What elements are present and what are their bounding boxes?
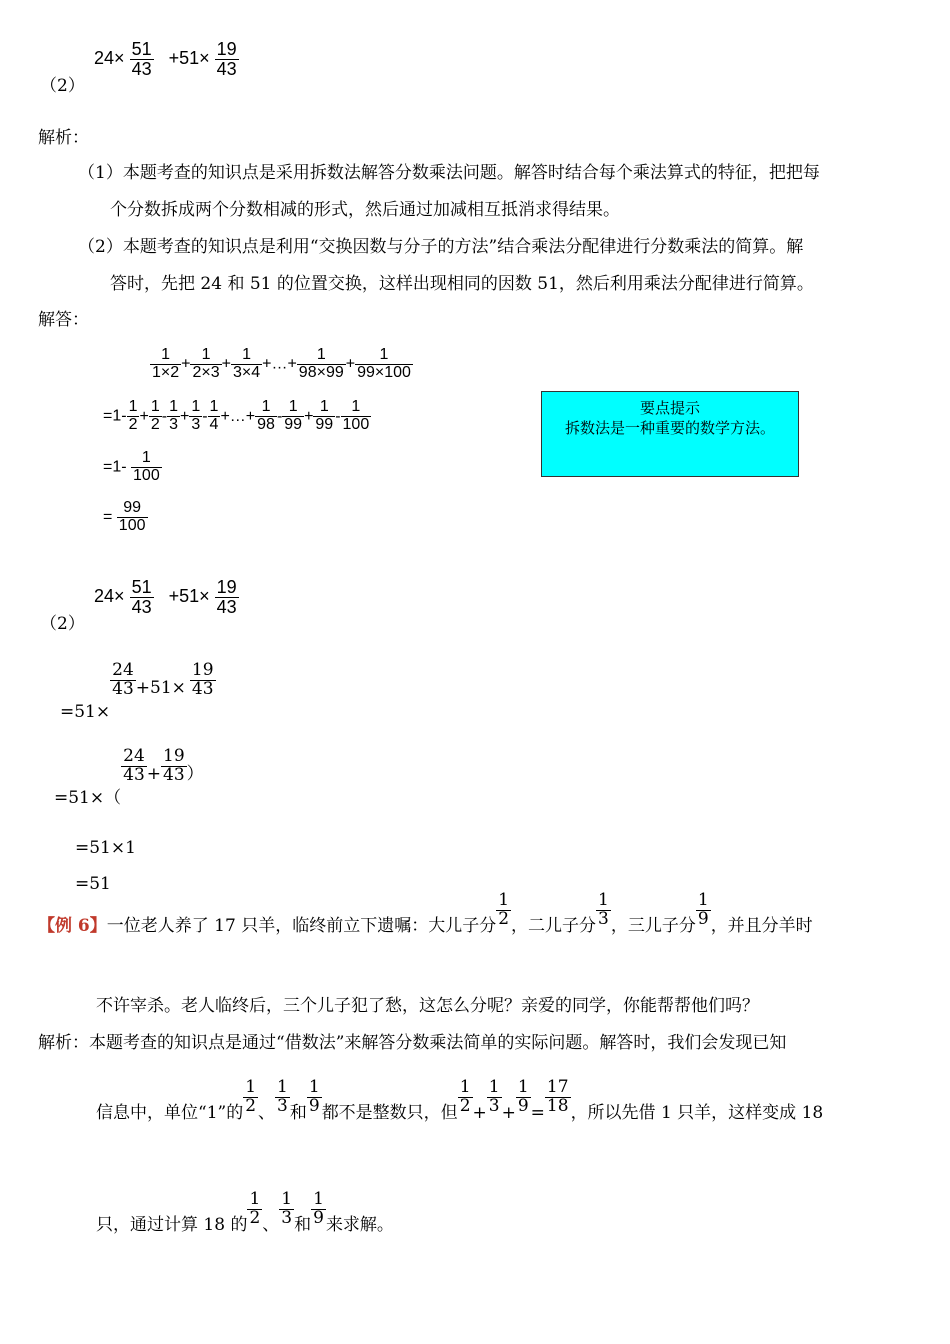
operator: - [335, 407, 341, 425]
solution2-label: （2） [40, 614, 85, 634]
fraction: $\frac{99}{100}$ [118, 499, 146, 534]
fraction: $\frac{1}{3}$ [191, 398, 201, 433]
analysis-p2-line2: 答时，先把 24 和 51 的位置交换，这样出现相同的因数 51，然后利用乘法分配律进行简算。 [110, 274, 814, 294]
text: + [472, 1102, 487, 1123]
operator: + [139, 407, 149, 425]
example6-line2: 不许宰杀。老人临终后，三个儿子犯了愁，这怎么分呢？亲爱的同学，你能帮帮他们吗？ [96, 996, 759, 1016]
expr-part: 24× [94, 48, 125, 69]
fraction: $\frac{1}{2}$ [249, 1189, 261, 1228]
answer-row1 [150, 347, 413, 382]
operator: - [202, 407, 208, 425]
fraction: $\frac{1}{2}$ [128, 398, 138, 433]
operator: +…+ [262, 355, 297, 373]
problem2-expression [94, 40, 239, 79]
problem2-label: （2） [40, 76, 85, 96]
step-text: =51× [60, 701, 111, 722]
fraction: $\frac{1}{98\times 99}$ [298, 346, 344, 381]
fraction: $\frac{1}{3\times 4}$ [232, 346, 261, 381]
solution2-expression [94, 578, 239, 617]
text: 和 [289, 1102, 307, 1123]
analysis-p2-line1: （2）本题考查的知识点是利用“交换因数与分子的方法”结合乘法分配律进行分数乘法的简算。解 [78, 237, 804, 257]
fraction: $\frac{1}{3}$ [277, 1077, 288, 1116]
fraction: $\frac{1}{9}$ [697, 890, 709, 929]
example6-line4 [96, 1189, 394, 1244]
text: 、 [262, 1214, 280, 1235]
fraction: $\frac{1}{99}$ [284, 398, 303, 433]
hint-title: 要点提示 [639, 399, 700, 417]
example6-analysis: 解析：本题考查的知识点是通过“借数法”来解答分数乘法简单的实际问题。解答时，我们会发现已知 [38, 1033, 787, 1053]
operator: - [276, 407, 283, 425]
example-tag: 【例 6】 [38, 915, 107, 936]
analysis-p1-line2: 个分数拆成两个分数相减的形式，然后通过加减相互抵消求得结果。 [110, 200, 620, 220]
fraction: $\frac{1}{1\times 2}$ [152, 346, 180, 381]
fraction: $\frac{1}{3}$ [169, 398, 178, 433]
fraction: $\frac{1}{2}$ [498, 890, 510, 929]
fraction: $\frac{1}{3}$ [598, 890, 609, 929]
fraction: $\frac{1}{100}$ [133, 449, 160, 484]
fraction: $\frac{24}{43}$ [112, 660, 134, 699]
row3-prefix: =1- [103, 458, 127, 476]
answer-heading: 解答： [38, 310, 89, 330]
answer-row2 [103, 399, 371, 434]
fraction: $\frac{19}{43}$ [216, 39, 237, 79]
text: ，二儿子分 [511, 915, 597, 936]
text: 都不是整数只，但 [321, 1102, 458, 1123]
solution2-step3: =51×1 [75, 838, 136, 858]
fraction: $\frac{17}{18}$ [546, 1077, 569, 1116]
text: 和 [294, 1214, 312, 1235]
fraction: $\frac{1}{9}$ [517, 1077, 529, 1116]
fraction: $\frac{1}{2\times 3}$ [192, 346, 220, 381]
operator: + [181, 355, 191, 373]
text: ，所以先借 1 只羊，这样变成 18 [570, 1102, 824, 1123]
solution2-step2 [54, 746, 204, 808]
example6-line3 [96, 1077, 824, 1132]
operator: + [345, 355, 356, 373]
example6-line1 [38, 890, 813, 945]
solution2-step1 [60, 660, 216, 722]
fraction: $\frac{1}{3}$ [488, 1077, 500, 1116]
solution2-step4: =51 [75, 874, 111, 894]
answer-row4 [103, 500, 148, 535]
fraction: $\frac{1}{2}$ [245, 1077, 257, 1116]
fraction: $\frac{19}{43}$ [191, 660, 214, 699]
fraction: $\frac{51}{43}$ [131, 577, 152, 617]
analysis-p1-line1: （1）本题考查的知识点是采用拆数法解答分数乘法问题。解答时结合每个乘法算式的特征，把把每 [78, 163, 820, 183]
fraction: $\frac{51}{43}$ [131, 39, 152, 79]
row2-prefix: =1- [103, 407, 127, 425]
fraction: $\frac{1}{99\times 100}$ [357, 346, 411, 381]
operator: + [221, 355, 231, 373]
text: 信息中，单位“1”的 [96, 1102, 244, 1123]
text: = [530, 1102, 545, 1123]
step-text: ） [186, 763, 204, 784]
text: ，三儿子分 [610, 915, 696, 936]
text: 来求解。 [325, 1214, 394, 1235]
step-text: +51× [135, 677, 186, 698]
fraction: $\frac{1}{9}$ [308, 1077, 320, 1116]
fraction: $\frac{1}{2}$ [459, 1077, 471, 1116]
fraction: $\frac{1}{2}$ [150, 398, 160, 433]
operator: + [179, 407, 190, 425]
text: 只，通过计算 18 的 [96, 1214, 248, 1235]
hint-box [541, 391, 799, 477]
fraction: $\frac{1}{4}$ [209, 398, 219, 433]
step-text: + [146, 763, 162, 784]
fraction: $\frac{1}{98}$ [257, 398, 275, 433]
row4-prefix: = [103, 508, 113, 526]
operator: + [304, 407, 314, 425]
expr-part: 24× [94, 586, 125, 607]
fraction: $\frac{1}{3}$ [281, 1189, 293, 1228]
hint-text: 拆数法是一种重要的数学方法。 [564, 419, 775, 437]
expr-part: +51× [168, 48, 210, 69]
operator: +…+ [220, 407, 256, 425]
operator: - [161, 407, 168, 425]
fraction: $\frac{19}{43}$ [163, 746, 185, 785]
step-text: =51×（ [54, 787, 122, 808]
analysis-heading: 解析： [38, 128, 89, 148]
answer-row3 [103, 450, 162, 485]
fraction: $\frac{1}{9}$ [313, 1189, 324, 1228]
fraction: $\frac{19}{43}$ [216, 577, 237, 617]
fraction: $\frac{1}{99}$ [315, 398, 334, 433]
text: + [501, 1102, 516, 1123]
expr-part: +51× [168, 586, 210, 607]
fraction: $\frac{1}{100}$ [342, 398, 370, 433]
text: 、 [258, 1102, 276, 1123]
text: ，并且分羊时 [710, 915, 813, 936]
fraction: $\frac{24}{43}$ [123, 746, 145, 785]
text: 一位老人养了 17 只羊，临终前立下遗嘱：大儿子分 [106, 915, 497, 936]
